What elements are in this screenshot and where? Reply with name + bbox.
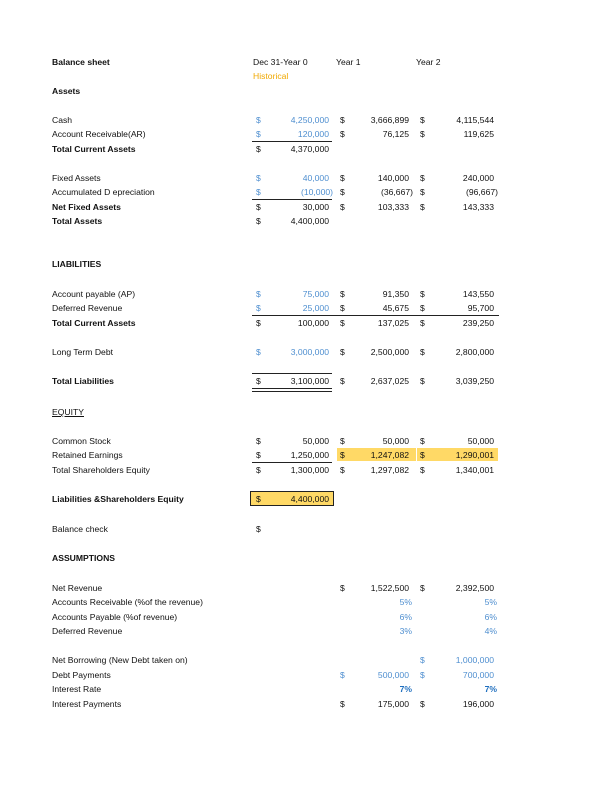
re-hist: 1,250,000: [290, 450, 329, 460]
defrev-hist-sym: $: [256, 303, 261, 313]
nfa-y2: 143,333: [462, 202, 494, 212]
tcl-label: Total Current Assets: [52, 318, 136, 328]
defrev-label: Deferred Revenue: [52, 303, 123, 313]
tse-label: Total Shareholders Equity: [52, 465, 150, 475]
underline-tl-bottom-2: [252, 391, 332, 392]
nfa-hist: 30,000: [302, 202, 329, 212]
col-header-year1: Year 1: [336, 57, 361, 67]
ltd-hist: 3,000,000: [290, 347, 329, 357]
intpay-y1-sym: $: [340, 699, 345, 709]
cs-y1-sym: $: [340, 436, 345, 446]
accdep-hist: (10,000): [300, 187, 333, 197]
ap-y1-sym: $: [340, 289, 345, 299]
nfa-y1-sym: $: [340, 202, 345, 212]
re-y1-sym: $: [340, 450, 345, 460]
underline-re: [252, 462, 332, 463]
netrev-y2-sym: $: [420, 583, 425, 593]
col-header-year2: Year 2: [416, 57, 441, 67]
nfa-y1: 103,333: [377, 202, 409, 212]
netrev-y1: 1,522,500: [370, 583, 409, 593]
fixed-y2: 240,000: [462, 173, 494, 183]
ap-label: Account payable (AP): [52, 289, 136, 299]
intpay-y2-sym: $: [420, 699, 425, 709]
netrev-y2: 2,392,500: [455, 583, 494, 593]
debtpay-y2: 700,000: [462, 670, 494, 680]
cash-hist: 4,250,000: [290, 115, 329, 125]
debtpay-y1: 500,000: [377, 670, 409, 680]
drpct-y1: 3%: [399, 626, 412, 636]
appct-y1: 6%: [399, 612, 412, 622]
ltd-y1-sym: $: [340, 347, 345, 357]
check-hist-sym: $: [256, 524, 261, 534]
appct-label: Accounts Payable (%of revenue): [52, 612, 178, 622]
cs-y1: 50,000: [382, 436, 409, 446]
col-header-hist: Dec 31-Year 0: [253, 57, 308, 67]
underline-ar: [252, 141, 332, 142]
historical-note: Historical: [253, 71, 289, 81]
fixed-y2-sym: $: [420, 173, 425, 183]
ap-hist-sym: $: [256, 289, 261, 299]
tcl-hist: 100,000: [297, 318, 329, 328]
debtpay-label: Debt Payments: [52, 670, 111, 680]
fixed-hist: 40,000: [302, 173, 329, 183]
tse-hist: 1,300,000: [290, 465, 329, 475]
accdep-y1: (36,667): [380, 187, 413, 197]
tse-hist-sym: $: [256, 465, 261, 475]
re-hist-sym: $: [256, 450, 261, 460]
re-y1: 1,247,082: [370, 450, 409, 460]
ap-hist: 75,000: [302, 289, 329, 299]
re-y2-sym: $: [420, 450, 425, 460]
tl-hist-sym: $: [256, 376, 261, 386]
ltd-label: Long Term Debt: [52, 347, 113, 357]
cash-y1-sym: $: [340, 115, 345, 125]
nfa-hist-sym: $: [256, 202, 261, 212]
fixed-y1: 140,000: [377, 173, 409, 183]
les-hist-sym: $: [256, 494, 261, 504]
section-equity: EQUITY: [52, 407, 84, 417]
section-assumptions: ASSUMPTIONS: [52, 553, 116, 563]
tcl-y1-sym: $: [340, 318, 345, 328]
intpay-label: Interest Payments: [52, 699, 122, 709]
sheet-title: Balance sheet: [52, 57, 110, 67]
tse-y2-sym: $: [420, 465, 425, 475]
drpct-label: Deferred Revenue: [52, 626, 123, 636]
underline-tl-bottom-1: [252, 388, 332, 389]
nfa-y2-sym: $: [420, 202, 425, 212]
tcl-y1: 137,025: [377, 318, 409, 328]
cash-y2-sym: $: [420, 115, 425, 125]
cs-y2-sym: $: [420, 436, 425, 446]
tl-y2-sym: $: [420, 376, 425, 386]
ar-y1-sym: $: [340, 129, 345, 139]
section-assets: Assets: [52, 86, 81, 96]
intpay-y2: 196,000: [462, 699, 494, 709]
netborrow-y2: 1,000,000: [455, 655, 494, 665]
defrev-y2-sym: $: [420, 303, 425, 313]
cs-label: Common Stock: [52, 436, 111, 446]
arpct-y1: 5%: [399, 597, 412, 607]
accdep-label: Accumulated D epreciation: [52, 187, 155, 197]
ltd-y1: 2,500,000: [370, 347, 409, 357]
ar-hist: 120,000: [297, 129, 329, 139]
tl-hist: 3,100,000: [290, 376, 329, 386]
ap-y1: 91,350: [382, 289, 409, 299]
tca-hist: 4,370,000: [290, 144, 329, 154]
defrev-y1-sym: $: [340, 303, 345, 313]
ltd-y2-sym: $: [420, 347, 425, 357]
accdep-y1-sym: $: [340, 187, 345, 197]
ar-hist-sym: $: [256, 129, 261, 139]
check-label: Balance check: [52, 524, 108, 534]
fixed-hist-sym: $: [256, 173, 261, 183]
section-liabilities: LIABILITIES: [52, 259, 102, 269]
defrev-hist: 25,000: [302, 303, 329, 313]
ar-label: Account Receivable(AR): [52, 129, 146, 139]
total-assets-label: Total Assets: [52, 216, 103, 226]
tca-hist-sym: $: [256, 144, 261, 154]
re-y2: 1,290,001: [455, 450, 494, 460]
underline-defrev: [252, 315, 499, 316]
total-assets-hist: 4,400,000: [290, 216, 329, 226]
ap-y2: 143,550: [462, 289, 494, 299]
les-label: Liabilities &Shareholders Equity: [52, 494, 184, 504]
underline-tl-top: [252, 373, 332, 374]
re-label: Retained Earnings: [52, 450, 123, 460]
nfa-label: Net Fixed Assets: [52, 202, 121, 212]
appct-y2: 6%: [484, 612, 497, 622]
fixed-y1-sym: $: [340, 173, 345, 183]
tse-y1: 1,297,082: [370, 465, 409, 475]
fixed-label: Fixed Assets: [52, 173, 101, 183]
tl-y1-sym: $: [340, 376, 345, 386]
tcl-y2: 239,250: [462, 318, 494, 328]
underline-accdep: [252, 199, 332, 200]
cash-y2: 4,115,544: [456, 115, 494, 125]
ap-y2-sym: $: [420, 289, 425, 299]
cash-label: Cash: [52, 115, 73, 125]
les-hist: 4,400,000: [290, 494, 329, 504]
cs-hist: 50,000: [302, 436, 329, 446]
rate-label: Interest Rate: [52, 684, 102, 694]
tse-y1-sym: $: [340, 465, 345, 475]
cash-hist-sym: $: [256, 115, 261, 125]
drpct-y2: 4%: [484, 626, 497, 636]
debtpay-y1-sym: $: [340, 670, 345, 680]
tl-y2: 3,039,250: [455, 376, 494, 386]
netborrow-y2-sym: $: [420, 655, 425, 665]
arpct-y2: 5%: [484, 597, 497, 607]
tcl-hist-sym: $: [256, 318, 261, 328]
ltd-y2: 2,800,000: [455, 347, 494, 357]
ar-y1: 76,125: [382, 129, 409, 139]
cs-y2: 50,000: [467, 436, 494, 446]
accdep-y2: (96,667): [465, 187, 498, 197]
tl-y1: 2,637,025: [370, 376, 409, 386]
cs-hist-sym: $: [256, 436, 261, 446]
netrev-y1-sym: $: [340, 583, 345, 593]
tl-label: Total Liabilities: [52, 376, 114, 386]
arpct-label: Accounts Receivable (%of the revenue): [52, 597, 203, 607]
accdep-hist-sym: $: [256, 187, 261, 197]
ltd-hist-sym: $: [256, 347, 261, 357]
defrev-y2: 95,700: [467, 303, 494, 313]
defrev-y1: 45,675: [382, 303, 409, 313]
accdep-y2-sym: $: [420, 187, 425, 197]
total-assets-hist-sym: $: [256, 216, 261, 226]
ar-y2: 119,625: [463, 129, 494, 139]
tca-label: Total Current Assets: [52, 144, 136, 154]
intpay-y1: 175,000: [377, 699, 409, 709]
cash-y1: 3,666,899: [370, 115, 409, 125]
rate-y2: 7%: [484, 684, 497, 694]
tcl-y2-sym: $: [420, 318, 425, 328]
netborrow-label: Net Borrowing (New Debt taken on): [52, 655, 188, 665]
ar-y2-sym: $: [420, 129, 425, 139]
rate-y1: 7%: [399, 684, 412, 694]
netrev-label: Net Revenue: [52, 583, 103, 593]
tse-y2: 1,340,001: [455, 465, 494, 475]
debtpay-y2-sym: $: [420, 670, 425, 680]
